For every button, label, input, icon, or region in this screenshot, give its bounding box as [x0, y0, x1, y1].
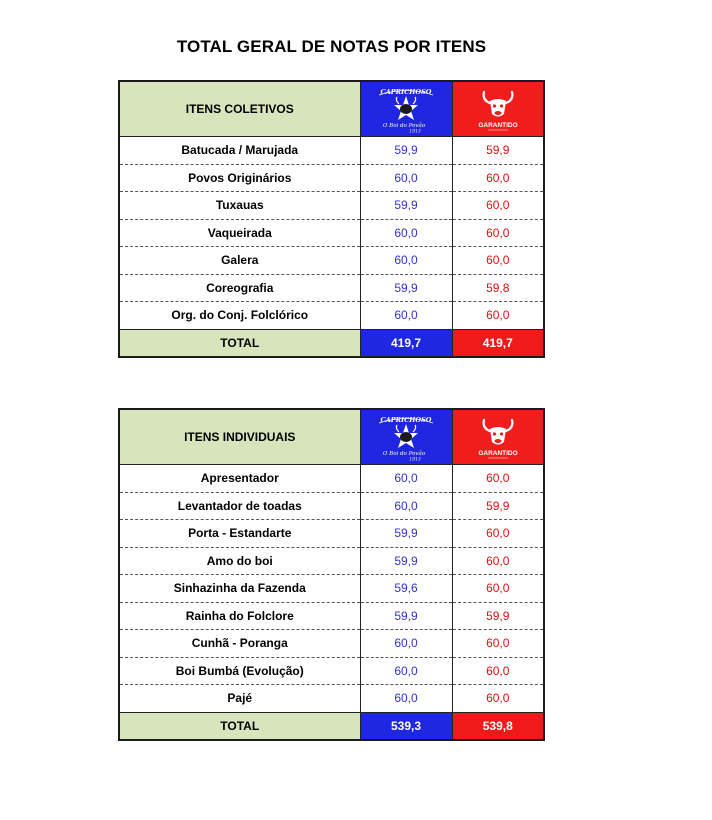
item-name: Sinhazinha da Fazenda	[119, 575, 360, 603]
item-name: Rainha do Folclore	[119, 602, 360, 630]
caprichoso-score: 59,9	[360, 547, 452, 575]
table-row	[119, 657, 544, 685]
item-name: Cunhã - Poranga	[119, 630, 360, 658]
item-name: Povos Originários	[119, 164, 360, 192]
garantido-total: 419,7	[452, 329, 544, 357]
table-row	[119, 164, 544, 192]
svg-text:GARANTIDO: GARANTIDO	[478, 122, 518, 129]
bull-head-logo-icon	[468, 412, 528, 462]
table-row	[119, 547, 544, 575]
item-name: Amo do boi	[119, 547, 360, 575]
item-name: Vaqueirada	[119, 219, 360, 247]
caprichoso-score: 59,9	[360, 274, 452, 302]
table-row	[119, 465, 544, 493]
caprichoso-score: 59,9	[360, 192, 452, 220]
garantido-score: 60,0	[452, 657, 544, 685]
total-label: TOTAL	[119, 712, 360, 740]
table-header-label: ITENS INDIVIDUAIS	[119, 409, 360, 465]
item-name: Boi Bumbá (Evolução)	[119, 657, 360, 685]
table-row	[119, 492, 544, 520]
table-row	[119, 575, 544, 603]
svg-text:1913: 1913	[409, 129, 421, 134]
caprichoso-logo-cell	[360, 81, 452, 137]
garantido-total: 539,8	[452, 712, 544, 740]
caprichoso-score: 59,6	[360, 575, 452, 603]
caprichoso-score: 60,0	[360, 465, 452, 493]
caprichoso-score: 60,0	[360, 247, 452, 275]
garantido-score: 60,0	[452, 575, 544, 603]
total-row	[119, 329, 544, 357]
garantido-score: 60,0	[452, 164, 544, 192]
garantido-logo-cell	[452, 409, 544, 465]
item-name: Pajé	[119, 685, 360, 713]
table-row	[119, 630, 544, 658]
caprichoso-score: 59,9	[360, 137, 452, 165]
caprichoso-score: 60,0	[360, 164, 452, 192]
garantido-score: 60,0	[452, 465, 544, 493]
item-name: Porta - Estandarte	[119, 520, 360, 548]
garantido-score: 60,0	[452, 219, 544, 247]
star-bull-logo-icon	[371, 84, 441, 134]
caprichoso-score: 60,0	[360, 492, 452, 520]
table-row	[119, 219, 544, 247]
collective-items-table	[118, 80, 545, 358]
caprichoso-score: 60,0	[360, 219, 452, 247]
svg-text:GARANTIDO: GARANTIDO	[478, 450, 518, 457]
caprichoso-score: 60,0	[360, 302, 452, 330]
caprichoso-score: 59,9	[360, 520, 452, 548]
svg-text:1913: 1913	[409, 457, 421, 462]
garantido-score: 60,0	[452, 520, 544, 548]
table-row	[119, 685, 544, 713]
table-row	[119, 247, 544, 275]
svg-text:O Boi do Povão: O Boi do Povão	[382, 451, 426, 457]
table-header-row	[119, 409, 544, 465]
table-row	[119, 602, 544, 630]
garantido-score: 60,0	[452, 685, 544, 713]
garantido-score: 60,0	[452, 630, 544, 658]
item-name: Coreografia	[119, 274, 360, 302]
bull-head-logo-icon	[468, 84, 528, 134]
page-title: TOTAL GERAL DE NOTAS POR ITENS	[176, 37, 487, 56]
garantido-score: 59,9	[452, 137, 544, 165]
garantido-score: 60,0	[452, 192, 544, 220]
garantido-logo-cell	[452, 81, 544, 137]
caprichoso-score: 60,0	[360, 657, 452, 685]
caprichoso-score: 59,9	[360, 602, 452, 630]
table-row	[119, 520, 544, 548]
garantido-score: 59,9	[452, 492, 544, 520]
table-header-row	[119, 81, 544, 137]
star-bull-logo-icon	[371, 412, 441, 462]
item-name: Apresentador	[119, 465, 360, 493]
caprichoso-score: 60,0	[360, 630, 452, 658]
caprichoso-logo-cell	[360, 409, 452, 465]
item-name: Batucada / Marujada	[119, 137, 360, 165]
svg-text:CAPRICHOSO: CAPRICHOSO	[380, 416, 432, 424]
table-row	[119, 274, 544, 302]
svg-text:O Boi do Povão: O Boi do Povão	[382, 123, 426, 129]
total-row	[119, 712, 544, 740]
table-row	[119, 192, 544, 220]
caprichoso-total: 539,3	[360, 712, 452, 740]
garantido-score: 59,9	[452, 602, 544, 630]
caprichoso-score: 60,0	[360, 685, 452, 713]
caprichoso-total: 419,7	[360, 329, 452, 357]
individual-items-table	[118, 408, 545, 741]
item-name: Galera	[119, 247, 360, 275]
garantido-score: 60,0	[452, 247, 544, 275]
garantido-score: 59,8	[452, 274, 544, 302]
table-header-label: ITENS COLETIVOS	[119, 81, 360, 137]
item-name: Org. do Conj. Folclórico	[119, 302, 360, 330]
svg-text:CAPRICHOSO: CAPRICHOSO	[380, 88, 432, 96]
garantido-score: 60,0	[452, 302, 544, 330]
table-row	[119, 302, 544, 330]
item-name: Tuxauas	[119, 192, 360, 220]
garantido-score: 60,0	[452, 547, 544, 575]
total-label: TOTAL	[119, 329, 360, 357]
table-row	[119, 137, 544, 165]
item-name: Levantador de toadas	[119, 492, 360, 520]
